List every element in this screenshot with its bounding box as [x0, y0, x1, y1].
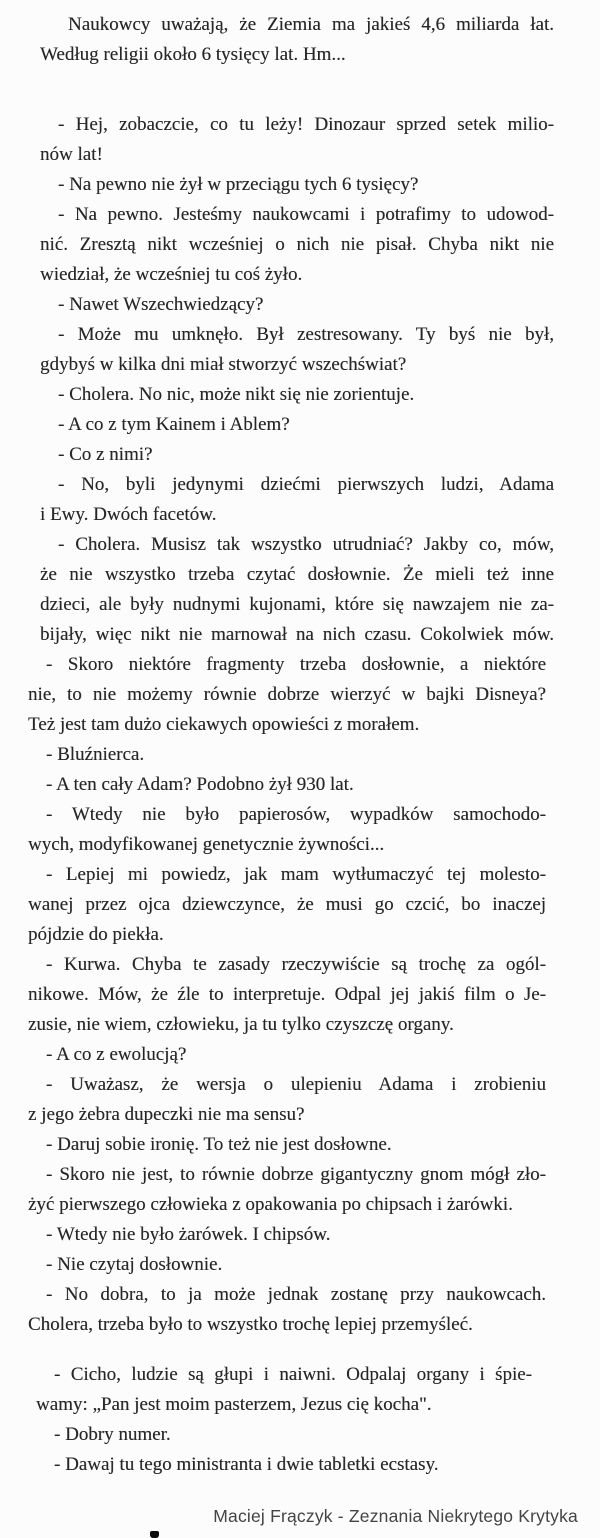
text-line: - Lepiej mi powiedz, jak mam wytłumaczyć tej molesto- [46, 864, 546, 885]
text-line: nikowe. Mów, że źle to interpretuje. Odpal jej jakiś film o Je- [28, 984, 546, 1005]
text-line: - A ten cały Adam? Podobno żył 930 lat. [46, 774, 354, 795]
text-line: - Może mu umknęło. Był zestresowany. Ty byś nie był, [58, 324, 554, 345]
text-line: - A co z tym Kainem i Ablem? [58, 414, 290, 435]
text-line: z jego żebra dupeczki nie ma sensu? [28, 1104, 305, 1125]
text-line: żyć pierwszego człowieka z opakowania po chipsach i żarówki. [28, 1194, 513, 1215]
text-line: - No, byli jedynymi dziećmi pierwszych ludzi, Adama [58, 474, 554, 495]
text-line: nie, to nie możemy równie dobrze wierzyć w bajki Disneya? [28, 684, 546, 705]
text-line: Też jest tam dużo ciekawych opowieści z morałem. [28, 714, 420, 735]
text-line: - Wtedy nie było żarówek. I chipsów. [46, 1224, 331, 1245]
text-line: Cholera, trzeba było to wszystko trochę lepiej przemyśleć. [28, 1314, 473, 1335]
text-line: - Daruj sobie ironię. To też nie jest dosłowne. [46, 1134, 392, 1155]
footer [213, 1506, 578, 1527]
text-line: - Uważasz, że wersja o ulepieniu Adama i zrobieniu [46, 1074, 546, 1095]
attribution-text: Maciej Frączyk - Zeznania Niekrytego Krytyka [213, 1506, 578, 1526]
text-line: gdybyś w kilka dni miał stworzyć wszechświat? [40, 354, 407, 375]
text-line: - Na pewno nie żył w przeciągu tych 6 tysięcy? [58, 174, 419, 195]
paragraph-block-b [0, 650, 600, 1340]
text-line: - Kurwa. Chyba te zasady rzeczywiście są trochę za ogól- [46, 954, 546, 975]
text-line: - Cholera. Musisz tak wszystko utrudniać? Jakby co, mów, [58, 534, 554, 555]
ink-mark [150, 1531, 159, 1538]
text-line: pójdzie do piekła. [28, 924, 164, 945]
text-line: i Ewy. Dwóch facetów. [40, 504, 217, 525]
text-line: - Hej, zobaczcie, co tu leży! Dinozaur sprzed setek milio- [58, 114, 554, 135]
text-line: dzieci, ale były nudnymi kujonami, które się nawzajem nie za- [40, 594, 554, 615]
text-line: - Nie czytaj dosłownie. [46, 1254, 223, 1275]
text-line: wanej przez ojca dziewczynce, że musi go czcić, bo inaczej [28, 894, 546, 915]
text-line: wiedział, że wcześniej tu coś żyło. [40, 264, 303, 285]
text-line: - Nawet Wszechwiedzący? [58, 294, 264, 315]
text-line: Według religii około 6 tysięcy lat. Hm... [40, 44, 346, 65]
text-line: - Bluźnierca. [46, 744, 145, 765]
text-line: - Cicho, ludzie są głupi i naiwni. Odpalaj organy i śpie- [54, 1364, 532, 1385]
text-line: zusie, nie wiem, człowieku, ja tu tylko czyszczę organy. [28, 1014, 454, 1035]
text-line: że nie wszystko trzeba czytać dosłownie. Że mieli też inne [40, 564, 554, 585]
text-line: wych, modyfikowanej genetycznie żywności... [28, 834, 385, 855]
paragraph-block-a [0, 10, 600, 650]
text-line: - Dawaj tu tego ministranta i dwie tabletki ecstasy. [54, 1454, 439, 1475]
text-line: nów lat! [40, 144, 103, 165]
text-line: Naukowcy uważają, że Ziemia ma jakieś 4,6 miliarda łat. [68, 14, 554, 35]
text-line: - Cholera. No nic, może nikt się nie zorientuje. [58, 384, 415, 405]
text-line: - Skoro niektóre fragmenty trzeba dosłownie, a niektóre [46, 654, 546, 675]
text-line: - Co z nimi? [58, 444, 153, 465]
text-line: - A co z ewolucją? [46, 1044, 187, 1065]
text-line: - No dobra, to ja może jednak zostanę przy naukowcach. [46, 1284, 546, 1305]
text-line: - Na pewno. Jesteśmy naukowcami i potrafimy to udowod- [58, 204, 554, 225]
paragraph-block-c [0, 1360, 600, 1480]
text-line: wamy: „Pan jest moim pasterzem, Jezus cię kocha". [36, 1394, 432, 1415]
text-line: - Wtedy nie było papierosów, wypadków samochodo- [46, 804, 546, 825]
text-line: - Skoro nie jest, to równie dobrze gigantyczny gnom mógł zło- [46, 1164, 546, 1185]
text-line: - Dobry numer. [54, 1424, 171, 1445]
text-line: bijały, więc nikt nie marnował na nich czasu. Cokolwiek mów. [40, 624, 554, 645]
text-line: nić. Zresztą nikt wcześniej o nich nie pisał. Chyba nikt nie [40, 234, 554, 255]
